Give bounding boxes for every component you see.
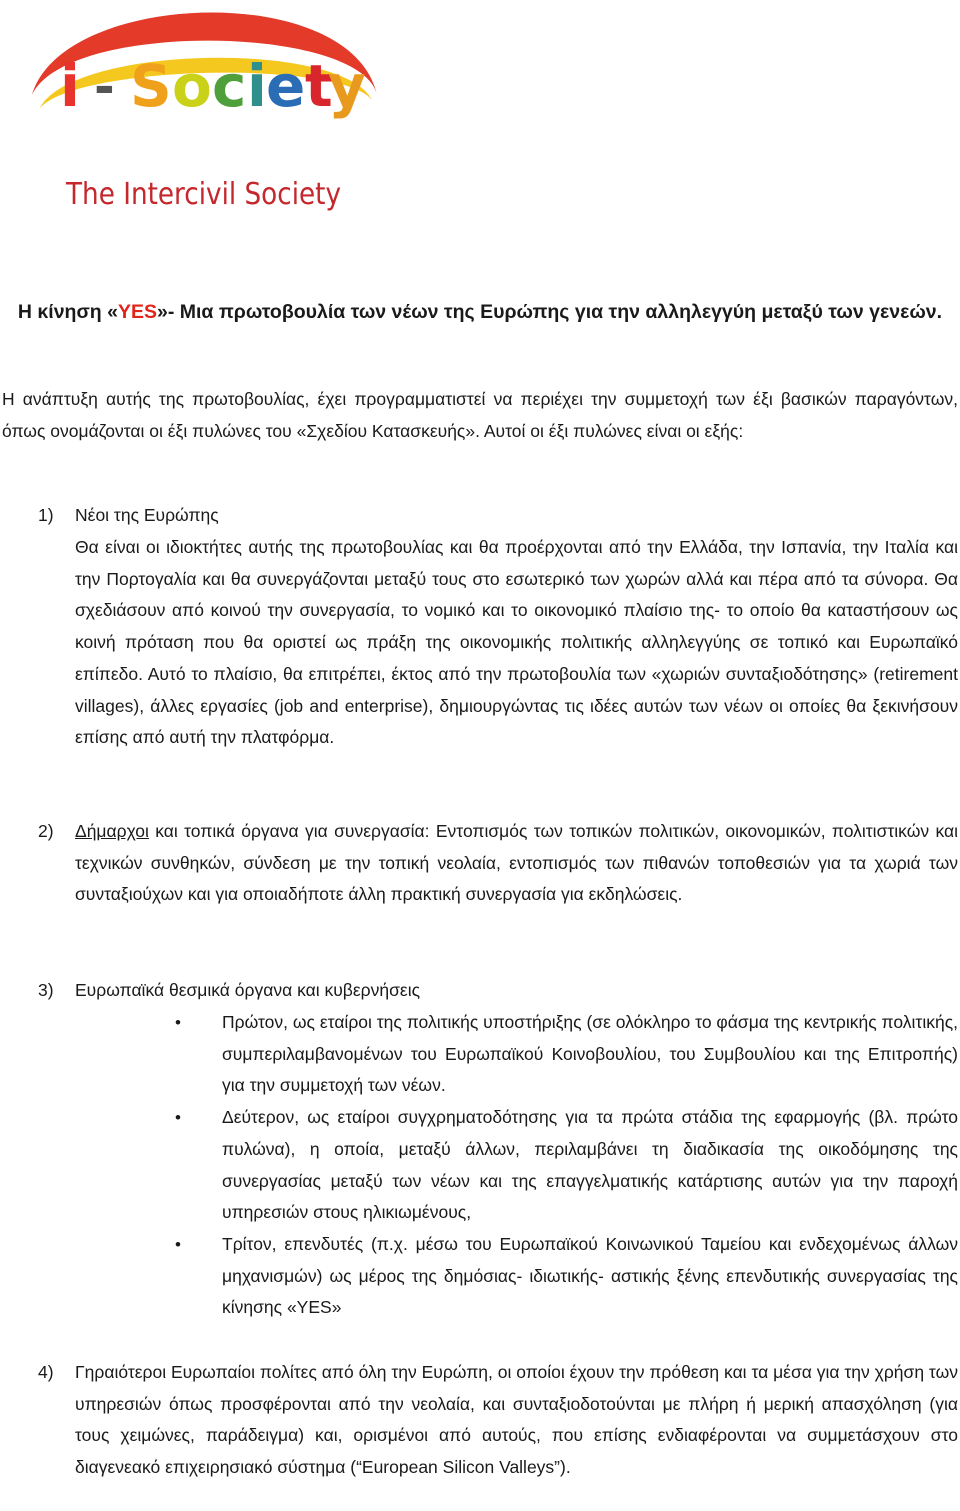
- item-2-text: [75, 816, 958, 911]
- logo-letter-i2: i: [247, 52, 267, 120]
- item-1-text: Θα είναι οι ιδιοκτήτες αυτής της πρωτοβουλίας και θα προέρχονται από την Ελλάδα, την Ισπανία, την Ιταλία και την Πορτογαλία και θα συνεργάζονται μεταξύ τους στο εσωτερικό των χωρών αλλά και πέρα από τα σύνορα. Θα σχεδιάσουν από κοινού την συνεργασία, το νομικό και το οικονομικό πλαίσιο της- το οποίο θα καταστήσουν ως κοινή πρόταση που θα οριστεί ως πράξη της οικονομικής πολιτικής αλληλεγγύης σε τοπικό και Ευρωπαϊκό επίπεδο. Αυτό το πλαίσιο, θα επιτρέπει, έκτος από την πρωτοβουλία των «χωριών συνταξιοδότησης» (retirement villages), άλλες εργασίες (job and enterprise), δημιουργώντας τις ιδέες αυτών των νέων οι οποίες θα ξεκινήσουν επίσης από αυτή την πλατφόρμα.: [75, 537, 958, 748]
- bullet-icon: •: [175, 1013, 181, 1032]
- logo-letter-o: o: [172, 52, 212, 120]
- title-prefix: Η κίνηση «: [17, 301, 118, 323]
- intro-paragraph: Η ανάπτυξη αυτής της πρωτοβουλίας, έχει προγραμματιστεί να περιέχει την συμμετοχή των έξι βασικών παραγόντων, όπως ονομάζονται οι έξι πυλώνες του «Σχεδίου Κατασκευής». Αυτοί οι έξι πυλώνες είναι οι εξής:: [2, 389, 958, 441]
- item-2-heading: Δήμαρχοι: [75, 821, 149, 841]
- list-item: [175, 1007, 958, 1102]
- item-1-number: 1): [38, 505, 54, 525]
- item-4-number: 4): [38, 1362, 54, 1382]
- bullet-text: Τρίτον, επενδυτές (π.χ. μέσω του Ευρωπαϊκού Κοινωνικού Ταμείου και ενδεχομένως άλλων μηχανισμών) ως μέρος της δημόσιας- ιδιωτικής- αστικής ξένης επενδυτικής συνεργασίας της κίνησης «YES»: [222, 1233, 958, 1318]
- item-2-body: και τοπικά όργανα για συνεργασία: Εντοπισμός των τοπικών πολιτικών, οικονομικών, πολιτιστικών και τεχνικών συνθηκών, σύνδεση με την τοπική νεολαία, εντοπισμός των πιθανών τοποθεσιών για τα χωριά των συνταξιούχων και για οποιαδήποτε άλλη πρακτική συνεργασία για εκδηλώσεις.: [75, 821, 958, 905]
- title-suffix: »- Μια πρωτοβουλία των νέων της Ευρώπης για την αλληλεγγύη μεταξύ των γενεών.: [157, 301, 943, 323]
- list-item: [175, 1229, 958, 1324]
- logo-dash: -: [94, 58, 115, 116]
- logo-letter-i: i: [60, 52, 80, 120]
- item-4-text: Γηραιότεροι Ευρωπαίοι πολίτες από όλη την Ευρώπη, οι οποίοι έχουν την πρόθεση και τα μέσα για την χρήση των υπηρεσιών όπως προσφέρονται από την νεολαία, και συνταξιοδοτούνται με πλήρη ή μερική απασχόληση (για τους χειμώνες, παράδειγμα) και, ορισμένοι από αυτούς, που επίσης ενδιαφέρονται να συμμετάσχουν στο διαγενεακό επιχειρησιακό σύστημα (“European Silicon Valleys”).: [75, 1362, 958, 1478]
- logo-graphic: [22, 0, 387, 220]
- document-title: [8, 296, 952, 328]
- logo-letter-e: e: [266, 52, 306, 120]
- item-3-bullet-list: [175, 1007, 958, 1324]
- bullet-icon: •: [175, 1108, 181, 1128]
- item-3-heading: Ευρωπαϊκά θεσμικά όργανα και κυβερνήσεις: [75, 980, 421, 1000]
- bullet-icon: •: [175, 1234, 181, 1254]
- logo-letter-t: t: [305, 52, 333, 120]
- item-3-number: 3): [38, 980, 54, 1000]
- i-society-logo: [22, 0, 387, 220]
- logo-tagline: The Intercivil Society: [65, 177, 341, 212]
- logo-letter-y: y: [328, 52, 366, 120]
- item-2-number: 2): [38, 821, 54, 841]
- bullet-text: Πρώτον, ως εταίροι της πολιτικής υποστήριξης (σε ολόκληρο το φάσμα της κεντρικής πολιτικής, συμπεριλαμβανομένων του Ευρωπαϊκού Κοινοβουλίου, του Συμβουλίου και της Επιτροπής) για την συμμετοχή των νέων.: [222, 1012, 958, 1096]
- bullet-text: Δεύτερον, ως εταίροι συγχρηματοδότησης για τα πρώτα στάδια της εφαρμογής (βλ. πρώτο πυλώνα), η οποία, μεταξύ άλλων, περιλαμβάνει τη διαδικασία της οικοδόμησης της συνεργασίας μεταξύ των νέων και της επαγγελματικής κατάρτισης αυτών για την παροχή υπηρεσιών στους ηλικιωμένους,: [222, 1107, 958, 1223]
- list-item: [175, 1102, 958, 1229]
- title-yes-highlight: YES: [117, 301, 158, 323]
- logo-letter-S: S: [130, 52, 172, 120]
- item-1-heading: Νέοι της Ευρώπης: [75, 505, 219, 525]
- logo-letter-c: c: [212, 52, 247, 120]
